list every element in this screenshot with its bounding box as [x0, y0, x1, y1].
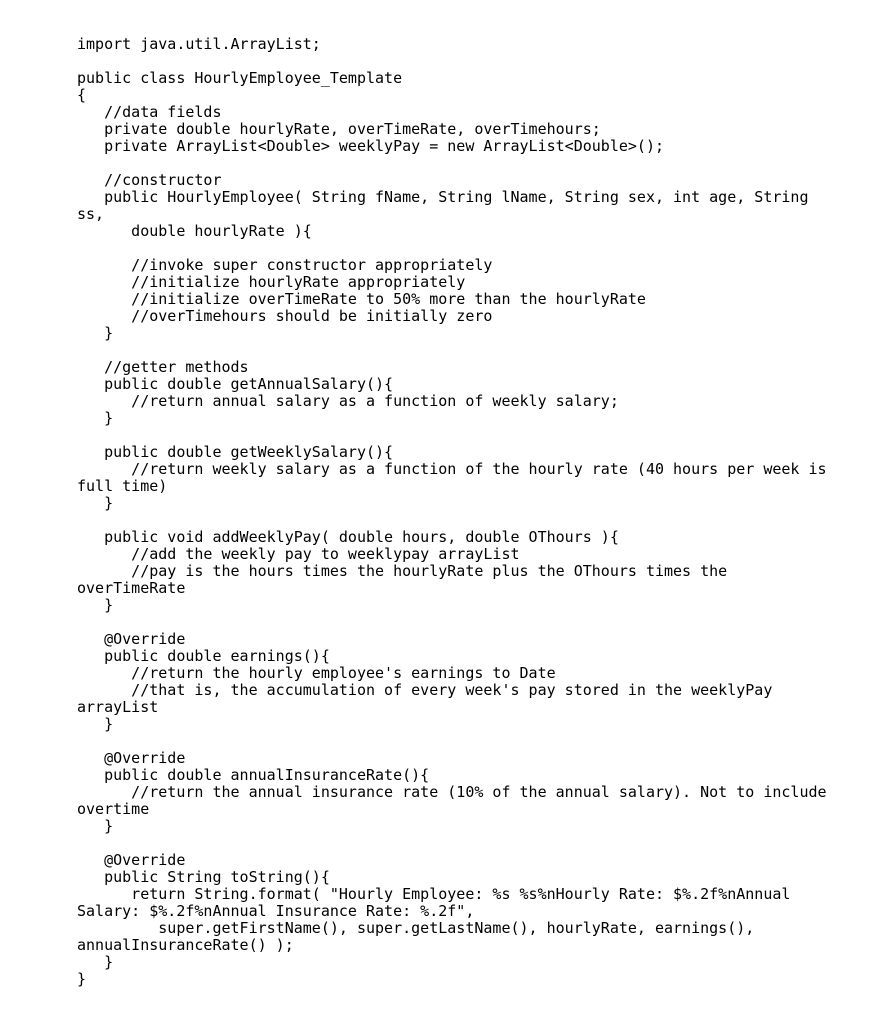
- code-line: //return weekly salary as a function of the hourly rate (40 hours per week is: [77, 460, 827, 478]
- code-line: overtime: [77, 800, 150, 818]
- code-line: @Override: [77, 851, 186, 869]
- code-line: Salary: $%.2f%nAnnual Insurance Rate: %.2f",: [77, 902, 475, 920]
- code-line: }: [77, 715, 114, 733]
- code-line: overTimeRate: [77, 579, 186, 597]
- code-line: }: [77, 817, 114, 835]
- code-line: public String toString(){: [77, 868, 330, 886]
- code-line: //return annual salary as a function of weekly salary;: [77, 392, 619, 410]
- code-line: ss,: [77, 205, 105, 223]
- code-line: public HourlyEmployee( String fName, String lName, String sex, int age, String: [77, 188, 809, 206]
- code-line: //return the hourly employee's earnings to Date: [77, 664, 556, 682]
- code-line: [77, 155, 827, 172]
- code-line: private ArrayList<Double> weeklyPay = new ArrayList<Double>();: [77, 137, 664, 155]
- code-line: arrayList: [77, 698, 159, 716]
- code-line: public void addWeeklyPay( double hours, double OThours ){: [77, 528, 619, 546]
- code-line: {: [77, 86, 87, 104]
- code-line: [77, 835, 827, 852]
- code-line: }: [77, 324, 114, 342]
- code-line: double hourlyRate ){: [77, 222, 312, 240]
- code-line: }: [77, 596, 114, 614]
- code-line: //pay is the hours times the hourlyRate plus the OThours times the: [77, 562, 728, 580]
- code-line: [77, 614, 827, 631]
- code-line: [77, 240, 827, 257]
- code-line: //data fields: [77, 103, 222, 121]
- code-line: }: [77, 494, 114, 512]
- code-line: //add the weekly pay to weeklypay arrayList: [77, 545, 520, 563]
- code-line: full time): [77, 477, 168, 495]
- code-line: }: [77, 953, 114, 971]
- code-line: [77, 342, 827, 359]
- code-line: //constructor: [77, 171, 222, 189]
- code-line: }: [77, 409, 114, 427]
- code-line: @Override: [77, 630, 186, 648]
- code-line: public class HourlyEmployee_Template: [77, 69, 403, 87]
- code-line: private double hourlyRate, overTimeRate, overTimehours;: [77, 120, 601, 138]
- code-line: super.getFirstName(), super.getLastName(), hourlyRate, earnings(),: [77, 919, 755, 937]
- code-line: public double earnings(){: [77, 647, 330, 665]
- code-line: import java.util.ArrayList;: [77, 35, 321, 53]
- code-line: public double getAnnualSalary(){: [77, 375, 394, 393]
- code-listing: [77, 36, 827, 988]
- code-line: @Override: [77, 749, 186, 767]
- code-line: public double getWeeklySalary(){: [77, 443, 394, 461]
- code-line: public double annualInsuranceRate(){: [77, 766, 430, 784]
- code-line: }: [77, 970, 87, 988]
- code-line: [77, 53, 827, 70]
- code-line: //invoke super constructor appropriately: [77, 256, 493, 274]
- code-line: //that is, the accumulation of every week's pay stored in the weeklyPay: [77, 681, 773, 699]
- code-line: return String.format( "Hourly Employee: %s %s%nHourly Rate: $%.2f%nAnnual: [77, 885, 791, 903]
- code-line: annualInsuranceRate() );: [77, 936, 294, 954]
- code-line: //initialize overTimeRate to 50% more than the hourlyRate: [77, 290, 646, 308]
- code-line: //return the annual insurance rate (10% of the annual salary). Not to include: [77, 783, 827, 801]
- code-line: [77, 512, 827, 529]
- code-line: //overTimehours should be initially zero: [77, 307, 493, 325]
- code-line: //initialize hourlyRate appropriately: [77, 273, 466, 291]
- code-line: [77, 733, 827, 750]
- code-line: [77, 427, 827, 444]
- code-line: //getter methods: [77, 358, 249, 376]
